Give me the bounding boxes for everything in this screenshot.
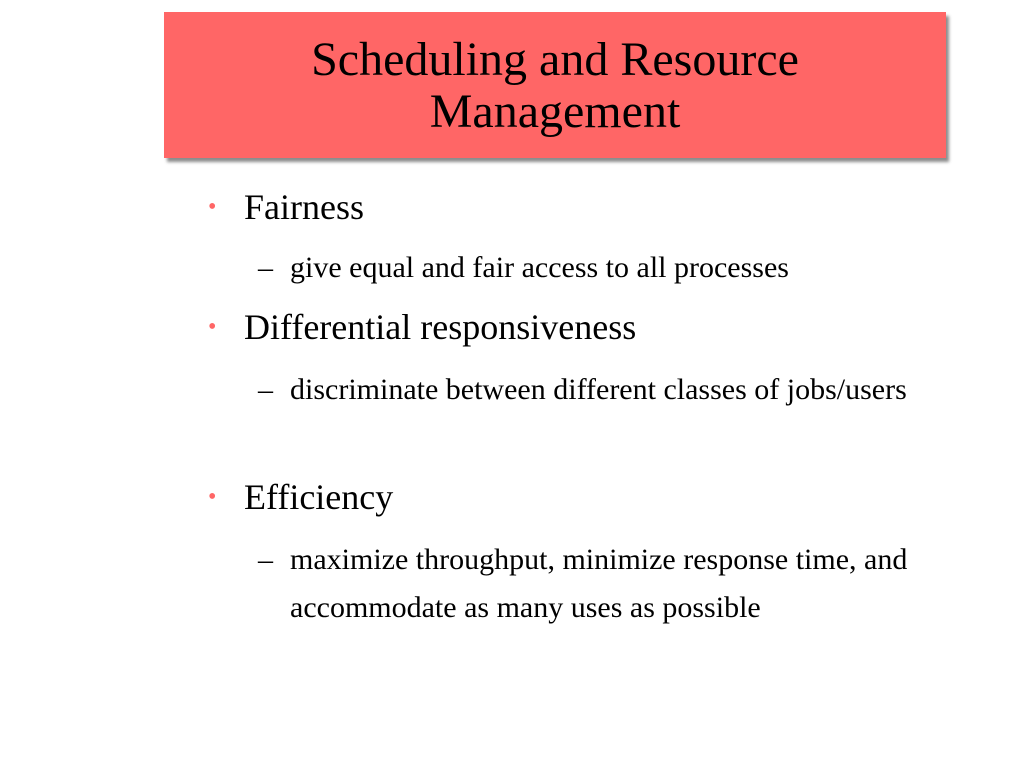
dash-icon: – (258, 373, 273, 406)
sub-bullet-item (258, 536, 960, 632)
bullet-text: Differential responsiveness (244, 307, 637, 347)
bullet-text: Fairness (244, 187, 364, 227)
bullet-item-efficiency (206, 476, 393, 518)
dash-icon: – (258, 543, 273, 576)
sub-bullet-text: give equal and fair access to all processes (290, 251, 789, 284)
bullet-dot-icon: • (208, 194, 217, 220)
sub-bullet-item (258, 366, 950, 414)
bullet-item-fairness (206, 186, 364, 228)
bullet-dot-icon: • (208, 484, 217, 510)
sub-bullet-text: discriminate between different classes of jobs/users (290, 373, 907, 406)
dash-icon: – (258, 251, 273, 284)
bullet-dot-icon: • (208, 314, 217, 340)
slide-title: Scheduling and Resource Management (311, 33, 799, 138)
sub-bullet-item (258, 244, 960, 292)
bullet-text: Efficiency (244, 477, 394, 517)
sub-bullet-text: maximize throughput, minimize response time, and accommodate as many uses as possible (290, 543, 908, 624)
bullet-item-differential-responsiveness (206, 306, 636, 348)
